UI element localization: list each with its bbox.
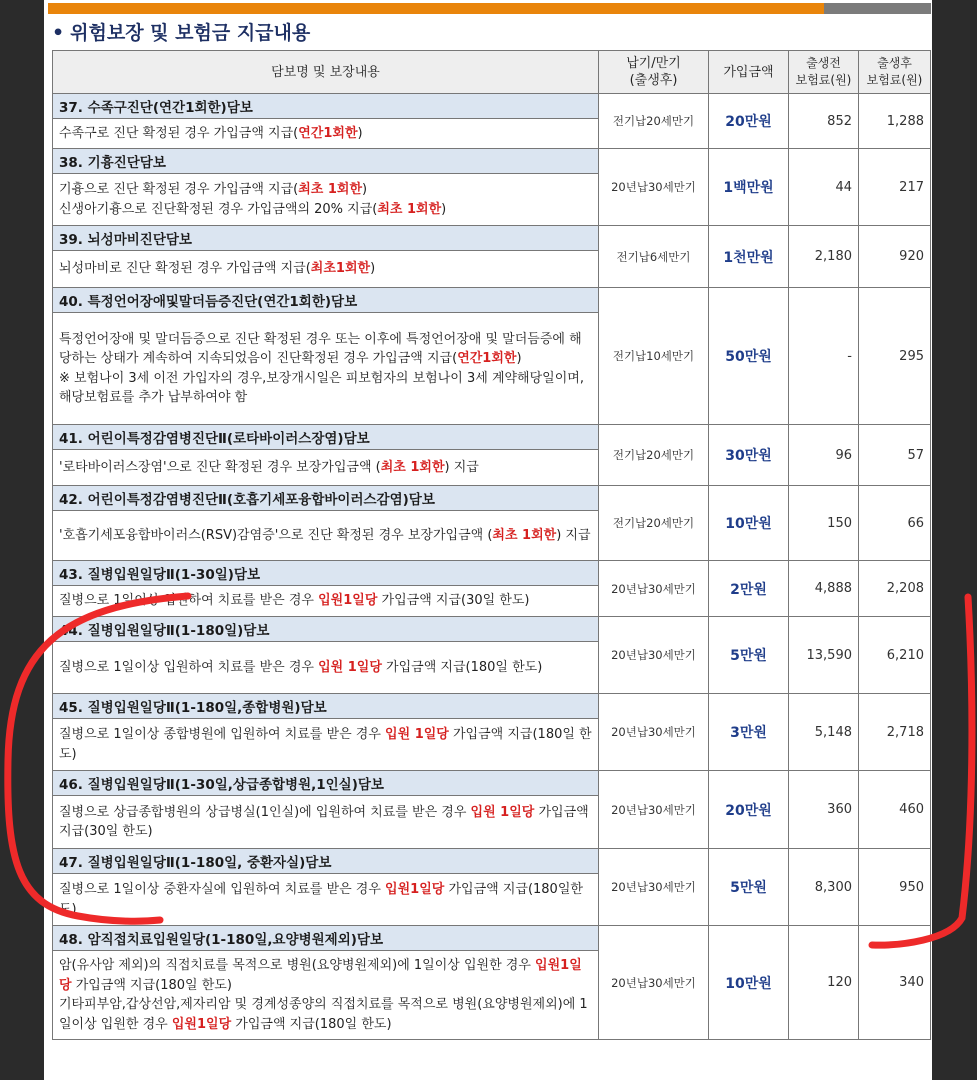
description-text: 신생아기흉으로 진단확정된 경우 가입금액의 20% 지급( [59,201,378,217]
coverage-title [53,849,599,874]
coverage-title-text: 47. 질병입원일당Ⅱ(1-180일, 중환자실)담보 [59,855,332,871]
premium-post-birth [859,849,931,926]
premium-pre-birth-value: 4,888 [814,581,852,596]
coverage-term-value: 전기납10세만기 [612,349,695,363]
coverage-amount-value: 3만원 [730,725,767,741]
coverage-description [53,642,599,694]
emphasis-text: 최초 1회한 [377,201,442,217]
coverage-term-value: 20년납30세만기 [611,180,696,194]
coverage-title [53,425,599,450]
coverage-title-text: 39. 뇌성마비진단담보 [59,232,192,248]
coverage-title-row [53,771,931,796]
premium-pre-birth [789,926,859,1040]
coverage-title-row [53,849,931,874]
emphasis-text: 입원 1일당 [318,659,382,675]
coverage-amount [709,425,789,486]
coverage-amount-value: 10만원 [725,516,772,532]
coverage-title [53,926,599,951]
coverage-amount-value: 2만원 [730,581,767,598]
emphasis-text: 최초1회한 [310,261,371,277]
premium-post-birth [859,226,931,288]
premium-pre-birth-value: 96 [835,447,852,463]
premium-post-birth [859,149,931,226]
premium-pre-birth-value: 44 [835,179,852,195]
coverage-amount [709,149,789,226]
coverage-term-value: 20년납30세만기 [611,648,696,662]
emphasis-text: 연간1회한 [298,125,358,141]
coverage-amount-value: 1백만원 [723,180,774,196]
coverage-title-text: 38. 기흉진단담보 [59,155,166,171]
emphasis-text: 입원 1일당 [385,727,449,742]
description-text: 가입금액 지급(30일 한도) [59,804,589,839]
coverage-term-value: 20년납30세만기 [611,880,696,894]
description-text: 가입금액 지급(180일 한도) [59,727,592,762]
coverage-term-value: 20년납30세만기 [611,802,696,817]
description-text: 가입금액 지급(180일 한도) [231,1016,392,1032]
coverage-term-value: 전기납20세만기 [612,516,695,530]
premium-post-birth-value: 217 [899,179,924,195]
premium-post-birth-value: 950 [899,879,924,895]
coverage-title [53,149,599,174]
coverage-term [599,149,709,226]
coverage-term [599,771,709,849]
premium-post-birth-value: 340 [899,975,924,990]
premium-pre-birth [789,617,859,694]
description-text: ) [441,201,447,217]
header-post-birth: 출생후 보험료(원) [859,51,931,94]
description-text: 수족구로 진단 확정된 경우 가입금액 지급( [59,125,299,141]
description-text: ) [357,125,363,141]
coverage-description [53,586,599,617]
coverage-title-row [53,226,931,251]
coverage-description [53,450,599,486]
coverage-title-text: 45. 질병입원일당Ⅱ(1-180일,종합병원)담보 [59,700,327,716]
premium-pre-birth-value: 360 [827,802,852,817]
coverage-description [53,313,599,425]
description-text: 가입금액 지급(180일 한도) [381,659,543,675]
description-text: 가입금액 지급(30일 한도) [377,593,530,609]
coverage-title-row [53,617,931,642]
description-text: ) 지급 [444,459,479,475]
coverage-title [53,226,599,251]
description-text: 암(유사암 제외)의 직접치료를 목적으로 병원(요양병원제외)에 1일이상 입원한 경우 [59,958,536,973]
coverage-amount-value: 5만원 [730,648,767,664]
emphasis-text: 최초 1회한 [380,459,445,475]
description-text: ) [370,261,376,277]
coverage-term [599,288,709,425]
premium-post-birth [859,617,931,694]
premium-pre-birth [789,94,859,149]
coverage-description [53,119,599,149]
coverage-amount-value: 30만원 [725,448,772,464]
premium-pre-birth-value: 13,590 [806,647,852,663]
premium-pre-birth-value: 852 [827,113,852,129]
description-text: '로타바이러스장염'으로 진단 확정된 경우 보장가입금액 ( [59,459,381,475]
coverage-title-row [53,425,931,450]
premium-pre-birth [789,771,859,849]
coverage-title-row [53,926,931,951]
coverage-term [599,926,709,1040]
table-body [53,94,931,1040]
emphasis-text: 연간1회한 [457,351,517,366]
coverage-term [599,617,709,694]
table-header-row [53,51,931,94]
coverage-term [599,226,709,288]
premium-post-birth-value: 57 [907,447,924,463]
emphasis-text: 입원1일당 [59,958,582,993]
premium-post-birth [859,561,931,617]
description-text: 질병으로 1일이상 입원하여 치료를 받은 경우 [59,593,319,609]
premium-post-birth [859,94,931,149]
premium-post-birth-value: 920 [899,249,924,264]
header-pre-birth: 출생전 보험료(원) [789,51,859,94]
premium-post-birth [859,694,931,771]
coverage-term-value: 20년납30세만기 [611,725,696,739]
coverage-term-value: 20년납30세만기 [611,975,696,990]
description-text: ) [516,351,522,366]
premium-pre-birth-value: 8,300 [814,879,852,895]
coverage-amount [709,694,789,771]
premium-post-birth-value: 6,210 [886,647,924,663]
coverage-amount-value: 50만원 [725,349,772,365]
premium-pre-birth [789,425,859,486]
coverage-amount-value: 5만원 [730,880,767,896]
coverage-description [53,511,599,561]
coverage-title [53,288,599,313]
coverage-title [53,617,599,642]
coverage-term [599,694,709,771]
premium-post-birth-value: 295 [899,348,924,364]
emphasis-text: 입원1일당 [385,882,445,897]
coverage-term-value: 전기납20세만기 [612,448,695,462]
premium-post-birth-value: 2,718 [886,724,924,740]
premium-pre-birth-value: 120 [827,975,852,990]
coverage-title-row [53,149,931,174]
coverage-amount [709,849,789,926]
header-name: 담보명 및 보장내용 [53,51,599,94]
premium-pre-birth [789,694,859,771]
coverage-amount [709,288,789,425]
coverage-title-text: 46. 질병입원일당Ⅱ(1-30일,상급종합병원,1인실)담보 [59,777,384,793]
premium-post-birth [859,288,931,425]
premium-post-birth [859,425,931,486]
coverage-title-row [53,94,931,119]
coverage-description [53,951,599,1040]
coverage-description [53,796,599,849]
emphasis-text: 입원1일당 [318,593,378,609]
description-text: 가입금액 지급(180일한도) [59,882,583,917]
description-text: 특정언어장애 및 말더듬증으로 진단 확정된 경우 또는 이후에 특정언어장애 및 말더듬증에 해당하는 상태가 계속하여 지속되었음이 진단확정된 경우 가입금액 지급( [59,331,582,366]
premium-pre-birth-value: 150 [827,515,852,531]
description-text: 기흉으로 진단 확정된 경우 가입금액 지급( [59,182,299,197]
premium-pre-birth [789,226,859,288]
description-text: 뇌성마비로 진단 확정된 경우 가입금액 지급( [59,261,311,277]
premium-pre-birth [789,561,859,617]
premium-post-birth-value: 2,208 [886,581,924,596]
premium-pre-birth [789,486,859,561]
coverage-term-value: 20년납30세만기 [611,581,696,596]
orange-header-bar [48,3,824,14]
coverage-amount [709,926,789,1040]
coverage-title-text: 43. 질병입원일당Ⅱ(1-30일)담보 [59,567,260,583]
header-amount: 가입금액 [709,51,789,94]
emphasis-text: 입원1일당 [171,1016,232,1032]
coverage-amount [709,94,789,149]
coverage-title-text: 48. 암직접치료입원일당(1-180일,요양병원제외)담보 [59,932,383,948]
premium-post-birth-value: 66 [907,515,924,531]
premium-post-birth [859,771,931,849]
coverage-title-text: 41. 어린이특정감염병진단Ⅱ(로타바이러스장염)담보 [59,431,370,447]
coverage-title [53,771,599,796]
premium-pre-birth-value: - [847,348,852,364]
coverage-title-text: 37. 수족구진단(연간1회한)담보 [59,100,253,116]
premium-post-birth-value: 1,288 [886,113,924,129]
coverage-term [599,486,709,561]
description-text: '호흡기세포융합바이러스(RSV)감염증'으로 진단 확정된 경우 보장가입금액 ( [59,527,493,543]
coverage-description [53,174,599,226]
coverage-amount-value: 20만원 [725,114,772,130]
coverage-title-row [53,561,931,586]
coverage-title-row [53,694,931,719]
gray-header-bar [824,3,931,14]
description-text: 질병으로 1일이상 입원하여 치료를 받은 경우 [59,659,319,675]
emphasis-text: 입원 1일당 [470,804,535,820]
coverage-title [53,486,599,511]
bullet-icon: • [52,22,65,44]
coverage-amount [709,771,789,849]
coverage-amount [709,486,789,561]
coverage-title [53,94,599,119]
premium-pre-birth [789,288,859,425]
coverage-title-row [53,486,931,511]
section-title-text: 위험보장 및 보험금 지급내용 [70,22,311,44]
section-title [52,18,310,45]
coverage-term [599,425,709,486]
premium-post-birth [859,926,931,1040]
coverage-term-value: 전기납6세만기 [616,249,691,264]
coverage-description [53,251,599,288]
coverage-table [52,50,931,1040]
coverage-title-text: 44. 질병입원일당Ⅱ(1-180일)담보 [59,623,270,639]
premium-pre-birth [789,849,859,926]
coverage-description [53,719,599,771]
header-term: 납기/만기 (출생후) [599,51,709,94]
description-text: 질병으로 1일이상 중환자실에 입원하여 치료를 받은 경우 [59,882,386,897]
description-text: 질병으로 상급종합병원의 상급병실(1인실)에 입원하여 치료를 받은 경우 [59,804,471,820]
premium-pre-birth [789,149,859,226]
coverage-title-text: 42. 어린이특정감염병진단Ⅱ(호흡기세포융합바이러스감염)담보 [59,492,435,508]
coverage-title [53,694,599,719]
coverage-term [599,94,709,149]
coverage-amount [709,561,789,617]
description-text: 가입금액 지급(180일 한도) [71,977,232,993]
coverage-term [599,561,709,617]
coverage-title [53,561,599,586]
emphasis-text: 최초 1회한 [298,182,363,197]
coverage-amount-value: 10만원 [725,975,772,992]
premium-pre-birth-value: 5,148 [814,724,852,740]
coverage-amount [709,617,789,694]
coverage-title-text: 40. 특정언어장애및말더듬증진단(연간1회한)담보 [59,294,358,310]
description-text: 기타피부암,갑상선암,제자리암 및 경계성종양의 직접치료를 목적으로 병원(요양병원제외)에 1일이상 입원한 경우 [59,997,588,1032]
coverage-amount-value: 20만원 [725,802,772,819]
premium-post-birth [859,486,931,561]
coverage-description [53,874,599,926]
coverage-amount [709,226,789,288]
description-text: ※ 보험나이 3세 이전 가입자의 경우,보장개시일은 피보험자의 보험나이 3세 계약해당일이며, 해당보험료를 추가 납부하여야 함 [59,370,584,405]
description-text: ) [362,182,368,197]
premium-pre-birth-value: 2,180 [814,249,852,264]
description-text: ) 지급 [556,527,591,543]
coverage-amount-value: 1천만원 [723,249,774,266]
coverage-term-value: 전기납20세만기 [612,114,695,128]
emphasis-text: 최초 1회한 [492,527,557,543]
premium-post-birth-value: 460 [899,802,924,817]
description-text: 질병으로 1일이상 종합병원에 입원하여 치료를 받은 경우 [59,727,386,742]
coverage-title-row [53,288,931,313]
coverage-term [599,849,709,926]
